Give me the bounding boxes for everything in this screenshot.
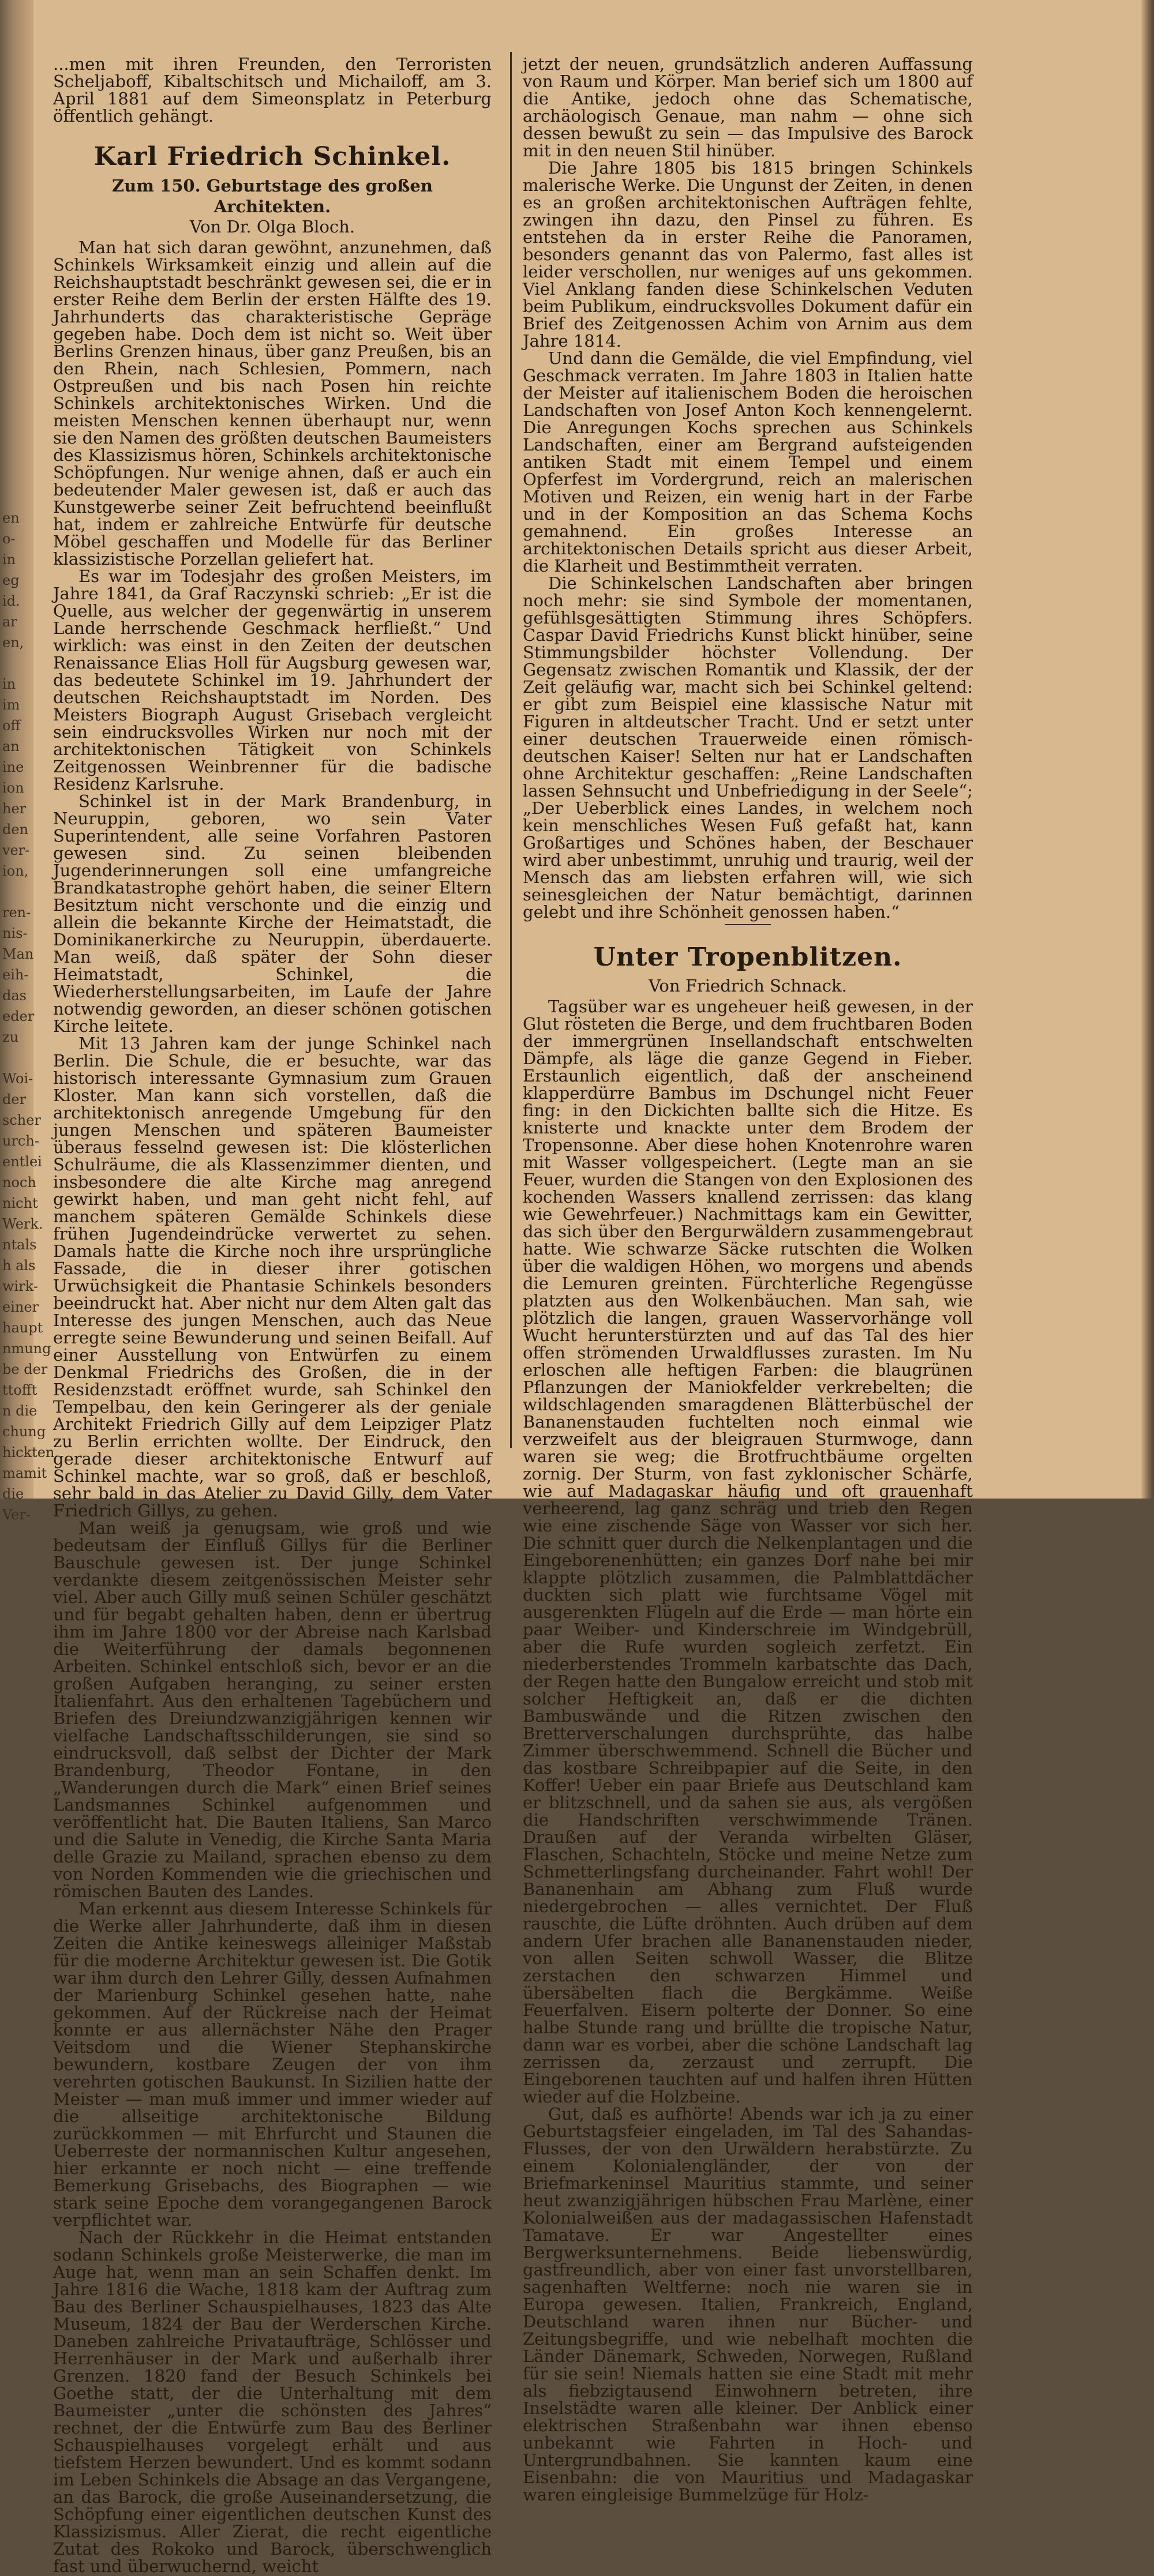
section-rule [725,924,771,925]
gutter-fragment: wirk- [2,1278,38,1294]
paragraph: Nach der Rückkehr in die Heimat entstanden sodann Schinkels große Meisterwerke, die man im Auge hat, wenn man an sein Schaffen denkt. Im Jahre 1816 die Wache, 1818 kam der Auftrag zum Bau des Berliner Schauspielhauses, 1823 das Alte Museum, 1824 der Bau der Werderschen Kirche. Daneben zahlreiche Privataufträge, Schlösser und Herrenhäuser in der Mark und außerhalb ihrer Grenzen. 1820 fand der Besuch Schinkels bei Goethe statt, der die Unterhaltung mit dem Baumeister „unter die schönsten des Jahres“ rechnet, der die Entwürfe zum Bau des Berliner Schauspielhauses vorgelegt erhält und aus tiefstem Herzen bewundert. Und es kommt sodann im Leben Schinkels die Absage an das Vergangene, an das Barock, die große Auseinandersetzung, die Schöpfung einer eigentlichen deutschen Kunst des Klassizismus. Aller Zierat, die recht eigentliche Zutat des Rokoko und Barock, überschwenglich fast und überwuchernd, weicht [53,2228,492,2576]
paragraph: Mit 13 Jahren kam der junge Schinkel nach Berlin. Die Schule, die er besuchte, war das historisch interessante Gymnasium zum Grauen Kloster. Man kann sich vorstellen, daß die architektonisch anregende Umgebung für den jungen Menschen und späteren Baumeister überaus fesselnd gewesen ist: Die klösterlichen Schulräume, die als Klassenzimmer dienten, und insbesondere die alte Kirche mag anregend gewirkt haben, und man geht nicht fehl, auf manchem späteren Gemälde Schinkels diese frühen Jugendeindrücke verwertet zu sehen. Damals hatte die Kirche noch ihre ursprüngliche Fassade, die in dieser ihrer gotischen Urwüchsigkeit die Phantasie Schinkels besonders beeindruckt hat. Aber nicht nur dem Alten galt das Interesse des jungen Menschen, auch das Neue erregte seine Bewunderung und seinen Beifall. Auf einer Ausstellung von Entwürfen zu einem Denkmal Friedrichs des Großen, die in der Residenzstadt eröffnet wurde, sah Schinkel den Tempelbau, den kein Geringerer als der geniale Architekt Friedrich Gilly auf dem Leipziger Platz zu Berlin errichten wollte. Der Eindruck, den gerade dieser architektonische Entwurf auf Schinkel machte, war so groß, daß er beschloß, sehr bald in das Atelier zu David Gilly, dem Vater Friedrich Gillys, zu gehen. [53,1034,492,1520]
previous-page-gutter-text [2,508,55,1523]
paragraph: jetzt der neuen, grundsätzlich anderen Auffassung von Raum und Körper. Man berief sich um 1800 auf die Antike, jedoch ohne das Schematische, archäologisch Genaue, man nahm — ohne sich dessen bewußt zu sein — das Impulsive des Barock mit in den neuen Stil hinüber. [523,54,973,160]
gutter-fragment: im [2,697,20,713]
gutter-fragment: mamit [2,1465,47,1481]
paragraph: Schinkel ist in der Mark Brandenburg, in Neuruppin, geboren, wo sein Vater Superintendent, alle seine Vorfahren Pastoren gewesen sind. Zu seinen bleibenden Jugenderinnerungen soll eine umfangreiche Brandkatastrophe gehört haben, die seiner Eltern Besitztum nicht verschonte und die einzig und allein die bekannte Kirche der Heimatstadt, die Dominikanerkirche zu Neuruppin, überdauerte. Man weiß, daß später der Sohn dieser Heimatstadt, Schinkel, die Wiederherstellungsarbeiten, im Laufe der Jahre notwendig geworden, an dieser schönen gotischen Kirche leitete. [53,791,492,1036]
gutter-fragment: en [2,510,20,526]
gutter-fragment: ttofft [2,1382,38,1398]
gutter-fragment: nmung [2,1340,51,1357]
gutter-fragment: ren- [2,904,31,921]
gutter-fragment: in [2,551,16,568]
gutter-fragment: Woi- [2,1071,33,1087]
page-edge-shadow [1141,0,1154,1499]
gutter-fragment: eih- [2,967,29,983]
paragraph: Man weiß ja genugsam, wie groß und wie bedeutsam der Einfluß Gillys für die Berliner Bauschule gewesen ist. Der junge Schinkel verdankte diesem zeitgenössischen Meister sehr viel. Aber auch Gilly muß seinen Schüler geschätzt und für begabt gehalten haben, denn er übertrug ihm im Jahre 1800 vor der Abreise nach Karlsbad die Weiterführung der damals begonnenen Arbeiten. Schinkel entschloß sich, bevor er an die großen Aufgaben heranging, zu seiner ersten Italienfahrt. Aus den erhaltenen Tagebüchern und Briefen des Dreiundzwanzigjährigen kennen wir vielfache Landschaftsschilderungen, sie sind so eindrucksvoll, daß selbst der Dichter der Mark Brandenburg, Theodor Fontane, in den „Wanderungen durch die Mark“ einen Brief seines Landsmannes Schinkel aufgenommen und veröffentlicht hat. Die Bauten Italiens, San Marco und die Salute in Venedig, die Kirche Santa Maria delle Grazie zu Mailand, sprachen ebenso zu dem von Norden Kommenden wie die griechischen und römischen Bauten des Landes. [53,1518,492,1901]
gutter-fragment: ar [2,614,17,630]
gutter-fragment: noch [2,1174,36,1191]
gutter-fragment: entlei [2,1154,42,1170]
gutter-fragment: eder [2,1008,35,1024]
right-column [523,55,973,2503]
paragraph: Gut, daß es aufhörte! Abends war ich ja zu einer Geburtstagsfeier eingeladen, im Tal des Sahandas-Flusses, der von den Urwäldern herabstürzte. Zu einem Kolonialengländer, der von der Briefmarkeninsel Mauritius stammte, und seiner heut zwanzigjährigen hübschen Frau Marlène, einer Kolonialweißen aus der madagassischen Hafenstadt Tamatave. Er war Angestellter eines Bergwerksunternehmens. Beide liebenswürdig, gastfreundlich, aber von einer fast unvorstellbaren, sagenhaften Weltferne: noch nie waren sie in Europa gewesen. Italien, Frankreich, England, Deutschland waren ihnen nur Bücher- und Zeitungsbegriffe, und wie nebelhaft mochten die Länder Dänemark, Schweden, Norwegen, Rußland für sie sein! Niemals hatten sie eine Stadt mit mehr als fiebzigtausend Einwohnern betreten, ihre Inselstädte waren alle kleiner. Der Anblick einer elektrischen Straßenbahn war ihnen ebenso unbekannt wie Fahrten in Hoch- und Untergrundbahnen. Sie kannten kaum eine Eisenbahn: die von Mauritius und Madagaskar waren eingleisige Bummelzüge für Holz- [523,2104,973,2504]
gutter-fragment: haupt [2,1320,43,1336]
gutter-fragment: her [2,801,27,817]
gutter-fragment: o- [2,531,16,547]
gutter-fragment: in [2,676,16,692]
paragraph: Und dann die Gemälde, die viel Empfindung, viel Geschmack verraten. Im Jahre 1803 in Italien hatte der Meister auf italienischem Boden die heroischen Landschaften von Josef Anton Koch kennengelernt. Die Anregungen Kochs sprechen aus Schinkels Landschaften, einer am Bergrand aufsteigenden antiken Stadt mit einem Tempel und einem Opferfest im Vordergrund, reich an malerischen Motiven und Reizen, ein wenig hart in der Farbe und in der Komposition an das Schema Kochs gemahnend. Ein großes Interesse an architektonischen Details spricht aus dieser Arbeit, die Klarheit und Bestimmtheit verraten. [523,348,973,576]
article-title-tropenblitzen: Unter Tropenblitzen. [593,942,902,972]
gutter-fragment: an [2,738,20,754]
gutter-fragment: ine [2,759,24,775]
paragraph: Man erkennt aus diesem Interesse Schinkels für die Werke aller Jahrhunderte, daß ihm in diesen Zeiten die Antike keineswegs alleiniger Maßstab für die moderne Architektur gewesen ist. Die Gotik war ihm durch den Lehrer Gilly, dessen Aufnahmen der Marienburg Schinkel gesehen hatte, nahe gekommen. Auf der Rückreise nach der Heimat konnte er aus allernächster Nähe den Prager Veitsdom und die Wiener Stephanskirche bewundern, kostbare Zeugen der von ihm verehrten gotischen Baukunst. In Sizilien hatte der Meister — man muß immer und immer wieder auf die allseitige architektonische Bildung zurückkommen — mit Ehrfurcht und Staunen die Ueberreste der normannischen Kultur angesehen, hier erkannte er noch nicht — eine treffende Bemerkung Grisebachs, des Biographen — wie stark seine Epoche dem vorangegangenen Barock verpflichtet war. [53,1899,492,2230]
gutter-fragment: nis- [2,925,28,941]
gutter-fragment: zu [2,1029,19,1045]
gutter-fragment: das [2,987,27,1004]
gutter-fragment: hickten [2,1444,55,1460]
gutter-fragment: eg [2,572,20,588]
article-subtitle-schinkel: Zum 150. Geburtstage des großen Architekten. [112,176,433,216]
paragraph: Die Jahre 1805 bis 1815 bringen Schinkels malerische Werke. Die Ungunst der Zeiten, in denen es an großen architektonischen Aufträgen fehlte, zwingen ihn dazu, den Pinsel zu führen. Es entstehen da in erster Reihe die Panoramen, besonders genannt das von Palermo, fast alles ist leider verschollen, nur weniges auf uns gekommen. Viel Anklang fanden diese Schinkelschen Veduten beim Publikum, eindrucksvolles Dokument dafür ein Brief des Zeitgenossen Achim von Arnim aus dem Jahre 1814. [523,158,973,351]
gutter-fragment: nicht [2,1195,38,1211]
gutter-fragment [2,881,32,902]
gutter-fragment: Man [2,946,34,962]
left-column [53,55,492,2575]
gutter-fragment: Werk. [2,1216,43,1232]
gutter-fragment: h als [2,1257,36,1274]
gutter-fragment: ver- [2,842,30,858]
gutter-fragment: scher [2,1112,41,1128]
gutter-fragment: der [2,1091,27,1107]
gutter-fragment: chung [2,1424,46,1440]
paragraph: Die Schinkelschen Landschaften aber bringen noch mehr: sie sind Symbole der momentanen, gefühlsgesättigten Stimmung ihres Schöpfers. Caspar David Friedrichs Kunst blickt hinüber, seine Stimmungsbilder höchster Vollendung. Der Gegensatz zwischen Romantik und Klassik, der der Zeit geläufig war, macht sich bei Schinkel geltend: er gibt zum Beispiel eine klassische Natur mit Figuren in altdeutscher Tracht. Und er setzt unter einer deutschen Trauerweide einen römisch-deutschen Kaiser! Selten nur hat er Landschaften ohne Architektur geschaffen: „Reine Landschaften lassen Sehnsucht und Unbefriedigung in der Seele“; „Der Ueberblick eines Landes, in welchem noch kein menschliches Wesen Fuß gefaßt hat, kann Großartiges und Schönes haben, der Beschauer wird aber unbestimmt, unruhig und traurig, weil der Mensch das am liebsten erfahren will, wie sich seinesgleichen der Natur bemächtigt, darinnen gelebt und ihre Schönheit genossen haben.“ [523,573,973,922]
gutter-fragment: off [2,718,21,734]
gutter-fragment: be der [2,1361,48,1377]
gutter-fragment: urch- [2,1133,39,1149]
gutter-fragment: n die [2,1403,38,1419]
paragraph: Tagsüber war es ungeheuer heiß gewesen, in der Glut rösteten die Berge, und dem fruchtbaren Boden der immergrünen Insellandschaft entschwelten Dämpfe, als läge die ganze Gegend in Fieber. Erstaunlich eigentlich, daß der anscheinend klapperdürre Bambus im Dschungel nicht Feuer fing: in den Dickichten ballte sich die Hitze. Es knisterte und knackte unter dem Brodem der Tropensonne. Aber diese hohen Knotenrohre waren mit Wasser vollgespeichert. (Legte man an sie Feuer, wurden die Stangen von den Explosionen des kochenden Wassers knallend zerrissen: das klang wie Gewehrfeuer.) Nachmittags kam ein Gewitter, das sich über den Bergurwäldern zusammengebraut hatte. Wie schwarze Säcke rutschten die Wolken über die waldigen Höhen, wo morgens und abends die Lemuren greinten. Fürchterliche Regengüsse platzten aus den Wolkenbäuchen. Man sah, wie plötzlich die langen, grauen Wasservorhänge voll Wucht herunterstürzten und auf das Tal des hier offen strömenden Urwaldflusses zurasten. Im Nu erloschen alle heftigen Farben: die blaugrünen Pflanzungen der Maniokfelder verkrebelten; die wildschlagenden smaragdenen Blätterbüschel der Bananenstauden fuchtelten noch einmal wie verzweifelt aus der bleigrauen Sturmwoge, dann waren sie weg; die Brotfruchtbäume orgelten zornig. Der Sturm, von fast zyklonischer Schärfe, wie auf Madagaskar häufig und oft grauenhaft verheerend, lag ganz schräg und trieb den Regen wie eine zischende Säge von Wasser vor sich her. Die schnitt quer durch die Nelkenplantagen und die Eingeborenenhütten; ein ganzes Dorf nahe bei mir klappte plötzlich zusammen, die Palmblattdächer duckten sich platt wie furchtsame Vögel mit ausgerenkten Flügeln auf die Erde — man hörte ein paar Weiber- und Kinderschreie im Windgebrüll, aber die Rufe wurden sogleich zerfetzt. Ein niederberstendes Trommeln karbatschte das Dach, der Regen hatte den Bungalow erreicht und stob mit solcher Heftigkeit an, daß er die dichten Bambuswände und die Ritzen zwischen den Bretterverschalungen durchsprühte, das halbe Zimmer überschwemmend. Schnell die Bücher und das kostbare Schreibpapier auf die Seite, in den Koffer! Ueber ein paar Briefe aus Deutschland kam er blitzschnell, und da sahen sie aus, als vergößen die Handschriften verschwimmende Tränen. Draußen auf der Veranda wirbelten Gläser, Flaschen, Schachteln, Stöcke und meine Netze zum Schmetterlingsfang durcheinander. Fahrt wohl! Der Bananenhain am Abhang zum Fluß wurde niedergebrochen — alles vernichtet. Der Fluß rauschte, die Lüfte dröhnten. Auch drüben auf dem andern Ufer brachen alle Bananenstauden nieder, von allen Seiten schwoll Wasser, die Blitze zerstachen den schwarzen Himmel und übersäbelten flach die Bergkämme. Weiße Feuerfalven. Eisern polterte der Donner. So eine halbe Stunde rang und brüllte die tropische Natur, dann war es vorbei, aber die schöne Landschaft lag zerrissen da, zerzaust und zerrupft. Die Eingeborenen tauchten auf und halfen ihren Hütten wieder auf die Holzbeine. [523,997,973,2106]
gutter-fragment: ion [2,780,24,796]
gutter-fragment: en, [2,634,24,651]
gutter-fragment: die [2,1486,24,1502]
gutter-fragment: ntals [2,1237,37,1253]
article-byline-tropenblitzen: Von Friedrich Schnack. [649,976,847,996]
article-title-schinkel: Karl Friedrich Schinkel. [93,142,451,171]
gutter-fragment: id. [2,593,20,609]
gutter-fragment: Ver- [2,1507,31,1523]
gutter-fragment: ion, [2,863,29,879]
intro-paragraph: ...men mit ihren Freunden, den Terroristen Scheljaboff, Kibaltschitsch und Michailoff, am 3. April 1881 auf dem Simeonsplatz in Peterburg öffentlich gehängt. [53,54,492,126]
gutter-fragment [2,653,32,674]
paragraph: Es war im Todesjahr des großen Meisters, im Jahre 1841, da Graf Raczynski schrieb: „Er ist die Quelle, aus welcher der gegenwärtig in unserem Lande herrschende Geschmack herfließt.“ Und wirklich: was einst in den Zeiten der deutschen Renaissance Elias Holl für Augsburg gewesen war, das bedeutete Schinkel im 19. Jahrhundert der deutschen Reichshauptstadt im Norden. Des Meisters Biograph August Grisebach vergleicht sein eindrucksvolles Wirken nur noch mit der architektonischen Tätigkeit von Schinkels Zeitgenossen Weinbrenner für die badische Residenz Karlsruhe. [53,566,492,794]
gutter-fragment: den [2,821,29,838]
gutter-fragment [2,1047,32,1068]
column-divider [510,52,512,1448]
article-byline-schinkel: Von Dr. Olga Bloch. [189,217,355,236]
gutter-fragment: einer [2,1299,39,1315]
paragraph: Man hat sich daran gewöhnt, anzunehmen, daß Schinkels Wirksamkeit einzig und allein auf die Reichshauptstadt beschränkt gewesen sei, die er in erster Reihe dem Berlin der ersten Hälfte des 19. Jahrhunderts das charakteristische Gepräge gegeben habe. Doch dem ist nicht so. Weit über Berlins Grenzen hinaus, über ganz Preußen, bis an den Rhein, nach Schlesien, Pommern, nach Ostpreußen und bis nach Posen hin reichte Schinkels architektonisches Wirken. Und die meisten Menschen kennen überhaupt nur, wenn sie den Namen des größten deutschen Baumeisters des Klassizismus hören, Schinkels architektonische Schöpfungen. Nur wenige ahnen, daß er auch ein bedeutender Maler gewesen ist, daß er auch das Kunstgewerbe seiner Zeit befruchtend beeinflußt hat, indem er zahlreiche Entwürfe für deutsche Möbel geschaffen und Modelle für das Berliner klassizistische Porzellan geliefert hat. [53,238,492,569]
